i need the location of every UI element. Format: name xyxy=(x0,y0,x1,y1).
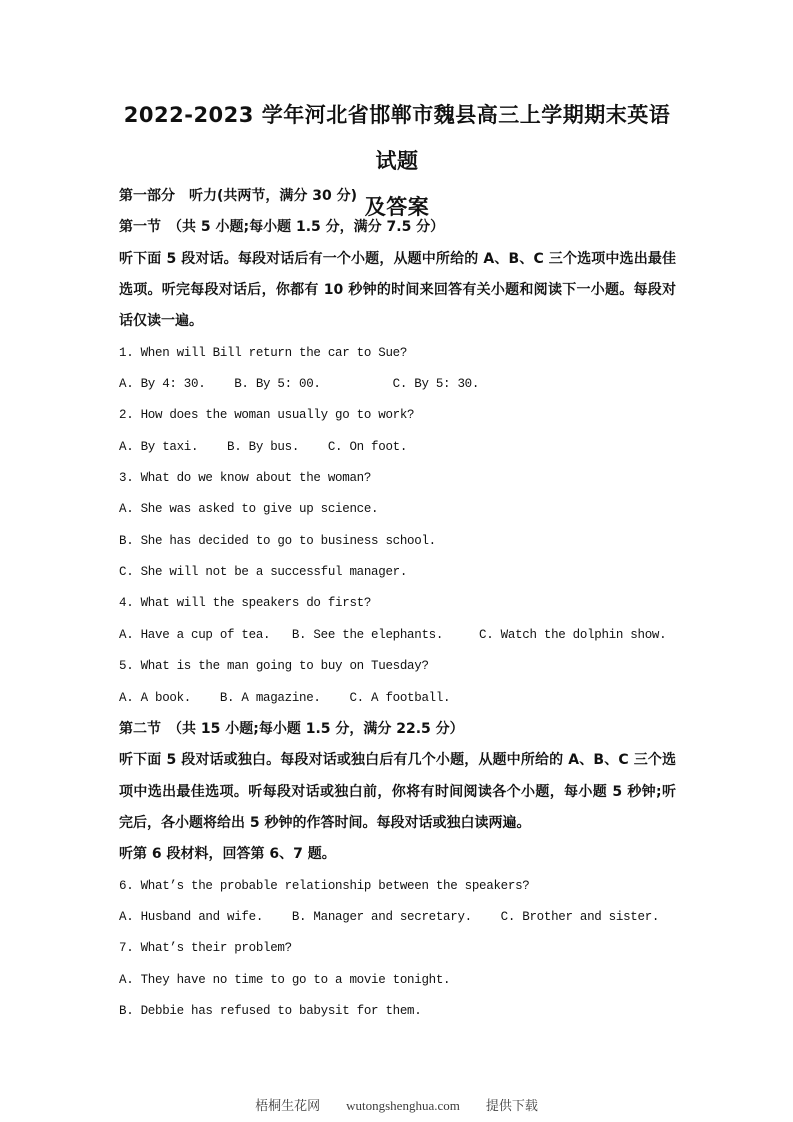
document-title-line-2: 及答案 xyxy=(364,195,430,219)
footer-site-name: 梧桐生花网 xyxy=(255,1098,321,1113)
section1-instructions: 听下面 5 段对话。每段对话后有一个小题，从题中所给的 A、B、C 三个选项中选出最佳选项。听完每段对话后，你都有 10 秒钟的时间来回答有关小题和阅读下一小题。每段对话仅读一遍。 xyxy=(119,250,676,330)
section2-instructions: 听下面 5 段对话或独白。每段对话或独白后有几个小题，从题中所给的 A、B、C 三个选项中选出最佳选项。听每段对话或独白前，你将有时间阅读各个小题，每小题 5 秒钟;听完后，各小题将给出 5 秒钟的作答时间。每段对话或独白读两遍。 xyxy=(119,752,676,831)
question-2-options: A. By taxi. B. By bus. C. On foot. xyxy=(119,439,408,454)
section1-heading: 第一节 （共 5 小题;每小题 1.5 分，满分 7.5 分） xyxy=(119,219,445,236)
question-3: 3. What do we know about the woman? xyxy=(119,471,372,486)
question-4-options: A. Have a cup of tea. B. See the elephants. C. Watch the dolphin show. xyxy=(119,627,667,642)
document-title-line-1: 2022-2023 学年河北省邯郸市魏县高三上学期期末英语试题 xyxy=(123,103,671,173)
section2-heading: 第二节 （共 15 小题;每小题 1.5 分，满分 22.5 分） xyxy=(119,720,464,737)
part1-heading: 第一部分 听力(共两节，满分 30 分) xyxy=(119,188,358,204)
question-3-option-c: C. She will not be a successful manager. xyxy=(119,565,408,580)
footer-download-label: 提供下载 xyxy=(485,1098,538,1113)
document-body xyxy=(119,181,676,1027)
question-3-option-b: B. She has decided to go to business school. xyxy=(119,533,436,548)
page-footer xyxy=(0,1095,793,1114)
question-7-option-b: B. Debbie has refused to babysit for them. xyxy=(119,1003,422,1018)
question-6-options: A. Husband and wife. B. Manager and secretary. C. Brother and sister. xyxy=(119,909,660,924)
question-5: 5. What is the man going to buy on Tuesday? xyxy=(119,659,429,674)
question-1: 1. When will Bill return the car to Sue? xyxy=(119,345,408,360)
material-6-note: 听第 6 段材料，回答第 6、7 题。 xyxy=(119,846,336,863)
question-7: 7. What’s their problem? xyxy=(119,941,292,956)
question-5-options: A. A book. B. A magazine. C. A football. xyxy=(119,690,451,705)
question-2: 2. How does the woman usually go to work? xyxy=(119,408,415,423)
footer-site-url: wutongshenghua.com xyxy=(346,1098,460,1113)
question-3-option-a: A. She was asked to give up science. xyxy=(119,502,379,517)
question-1-options: A. By 4: 30. B. By 5: 00. C. By 5: 30. xyxy=(119,377,480,392)
question-7-option-a: A. They have no time to go to a movie tonight. xyxy=(119,972,451,987)
question-4: 4. What will the speakers do first? xyxy=(119,596,372,611)
question-6: 6. What’s the probable relationship between the speakers? xyxy=(119,878,530,893)
